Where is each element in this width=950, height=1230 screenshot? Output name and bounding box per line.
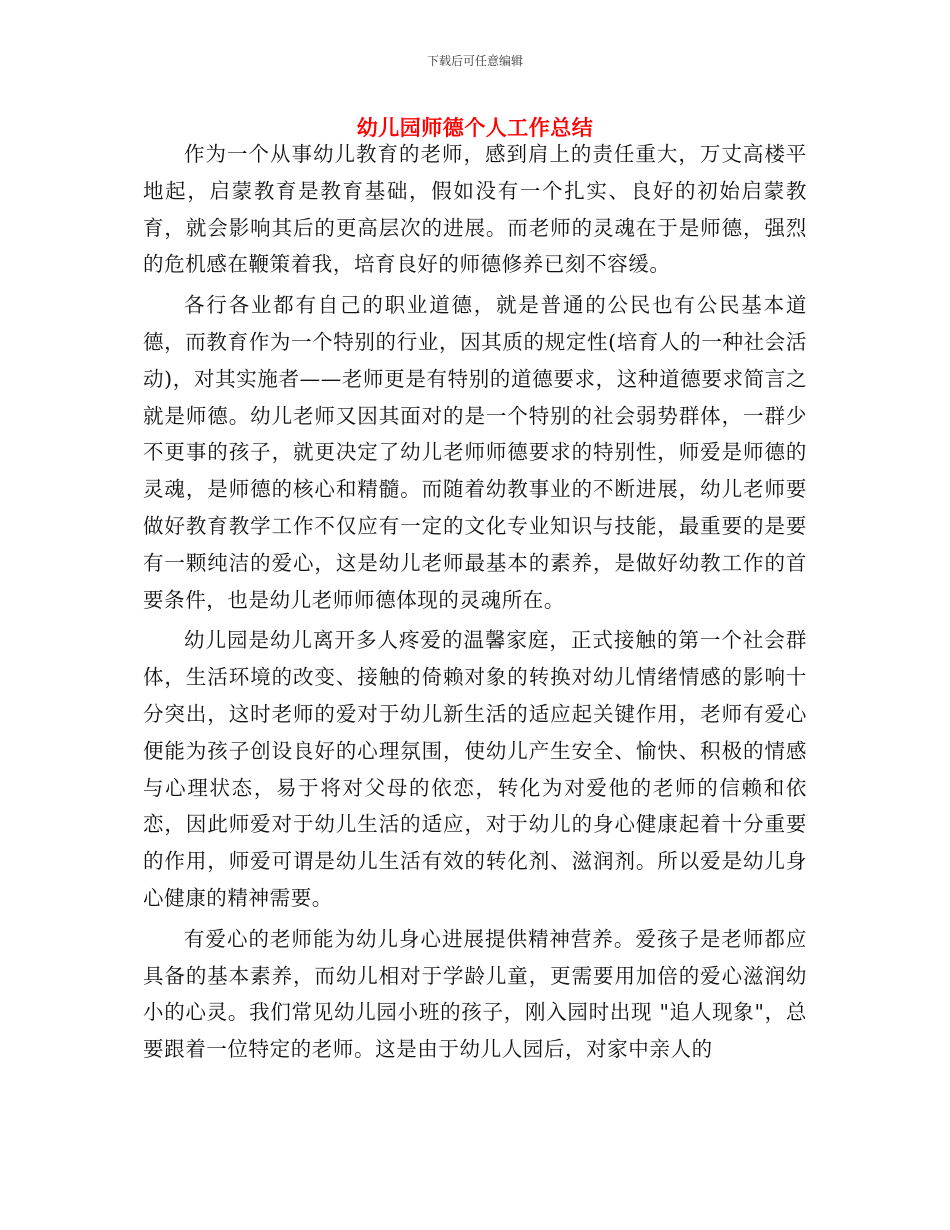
- document-body: [143, 136, 807, 1072]
- header-note: 下载后可任意编辑: [426, 54, 523, 68]
- paragraph-4: 有爱心的老师能为幼儿身心进展提供精神营养。爱孩子是老师都应具备的基本素养，而幼儿相对于学龄儿童，更需要用加倍的爱心滋润幼小的心灵。我们常见幼儿园小班的孩子，刚入园时出现 "追人现象"，总要跟着一位特定的老师。这是由于幼儿人园后，对家中亲人的: [143, 926, 807, 1062]
- paragraph-1: 作为一个从事幼儿教育的老师，感到肩上的责任重大，万丈高楼平地起，启蒙教育是教育基础，假如没有一个扎实、良好的初始启蒙教育，就会影响其后的更高层次的进展。而老师的灵魂在于是师德，强烈的危机感在鞭策着我，培育良好的师德修养已刻不容缓。: [143, 142, 807, 277]
- document-title: 幼儿园师德个人工作总结: [356, 116, 594, 140]
- paragraph-2: 各行各业都有自己的职业道德，就是普通的公民也有公民基本道德，而教育作为一个特别的行业，因其质的规定性(培育人的一种社会活动)，对其实施者——老师更是有特别的道德要求，这种道德要求简言之就是师德。幼儿老师又因其面对的是一个特别的社会弱势群体，一群少不更事的孩子，就更决定了幼儿老师师德要求的特别性，师爱是师德的灵魂，是师德的核心和精髓。而随着幼教事业的不断进展，幼儿老师要做好教育教学工作不仅应有一定的文化专业知识与技能，最重要的是要有一颗纯洁的爱心，这是幼儿老师最基本的素养，是做好幼教工作的首要条件，也是幼儿老师师德体现的灵魂所在。: [143, 293, 807, 612]
- paragraph-3: 幼儿园是幼儿离开多人疼爱的温馨家庭，正式接触的第一个社会群体，生活环境的改变、接触的倚赖对象的转换对幼儿情绪情感的影响十分突出，这时老师的爱对于幼儿新生活的适应起关键作用，老师有爱心便能为孩子创设良好的心理氛围，使幼儿产生安全、愉快、积极的情感与心理状态，易于将对父母的依恋，转化为对爱他的老师的信赖和依恋，因此师爱对于幼儿生活的适应，对于幼儿的身心健康起着十分重要的作用，师爱可谓是幼儿生活有效的转化剂、滋润剂。所以爱是幼儿身心健康的精神需要。: [143, 628, 807, 910]
